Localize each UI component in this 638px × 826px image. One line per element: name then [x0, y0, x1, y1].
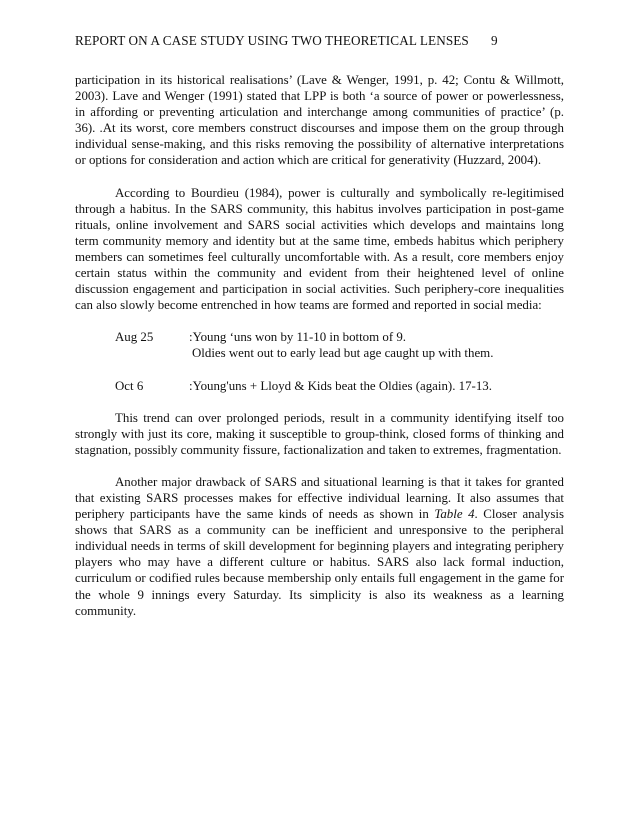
- running-header-title: REPORT ON A CASE STUDY USING TWO THEORETICAL LENSES: [75, 33, 469, 48]
- paragraph-sars-drawback: [75, 474, 564, 619]
- body-text: [75, 72, 564, 635]
- log-line: Oldies went out to early lead but age caught up with them.: [192, 346, 494, 361]
- page-number: 9: [491, 33, 498, 48]
- paragraph-text: . Closer analysis shows that SARS as a community can be inefficient and unresponsive to the peripheral individual needs in terms of skill development for beginning players and integrating periphery players who may have a different culture or habitus. SARS also lack formal induction, curriculum or codified rules because membership only entails full engagement in the game for the whole 9 innings every Saturday. Its simplicity is also its weakness as a learning community.: [75, 507, 564, 618]
- paragraph-core-trend: This trend can over prolonged periods, result in a community identifying itself too strongly with just its core, making it susceptible to group-think, closed forms of thinking and stagnation, possibly community fissure, factionalization and taken to extremes, fragmentation.: [75, 410, 564, 457]
- paragraph-lpp-power: participation in its historical realisations’ (Lave & Wenger, 1991, p. 42; Contu & Willmott, 2003). Lave and Wenger (1991) stated that LPP is both ‘a source of power or powerlessness, in affording or preventing articulation and interchange among communities of practice’ (p. 36). .At its worst, core members construct discourses and impose them on the group through individual sense-making, and this risks removing the possibility of alternative interpretations or options for consideration and action which are critical for generativity (Huzzard, 2004).: [75, 73, 564, 168]
- log-line: :Young'uns + Lloyd & Kids beat the Oldies (again). 17-13.: [189, 378, 492, 393]
- table-reference: Table 4: [434, 507, 475, 522]
- log-date: Oct 6: [115, 378, 144, 393]
- log-date: Aug 25: [115, 330, 154, 345]
- paragraph-bourdieu-habitus: According to Bourdieu (1984), power is culturally and symbolically re-legitimised through a habitus. In the SARS community, this habitus involves participation in post-game rituals, online involvement and SARS social activities which develops and maintains long term community memory and identity but at the same time, embeds habitus which periphery members can sometimes feel culturally uncomfortable with. As a result, core members enjoy certain status within the community and evident from their heightened level of online discussion engagement and participation in social activities. Such periphery-core inequalities can also slowly become entrenched in how teams are formed and reported in social media:: [75, 185, 564, 313]
- paragraph-text: Another major drawback of SARS and situational learning is that it takes for granted that existing SARS processes makes for effective individual learning. It also assumes that periphery participants have the same kinds of needs as shown in: [75, 474, 564, 522]
- log-entry-oct-6: [115, 378, 564, 394]
- log-line: :Young ‘uns won by 11-10 in bottom of 9.: [189, 330, 407, 345]
- social-media-game-log: [115, 329, 564, 393]
- log-entry-aug-25: [115, 329, 564, 361]
